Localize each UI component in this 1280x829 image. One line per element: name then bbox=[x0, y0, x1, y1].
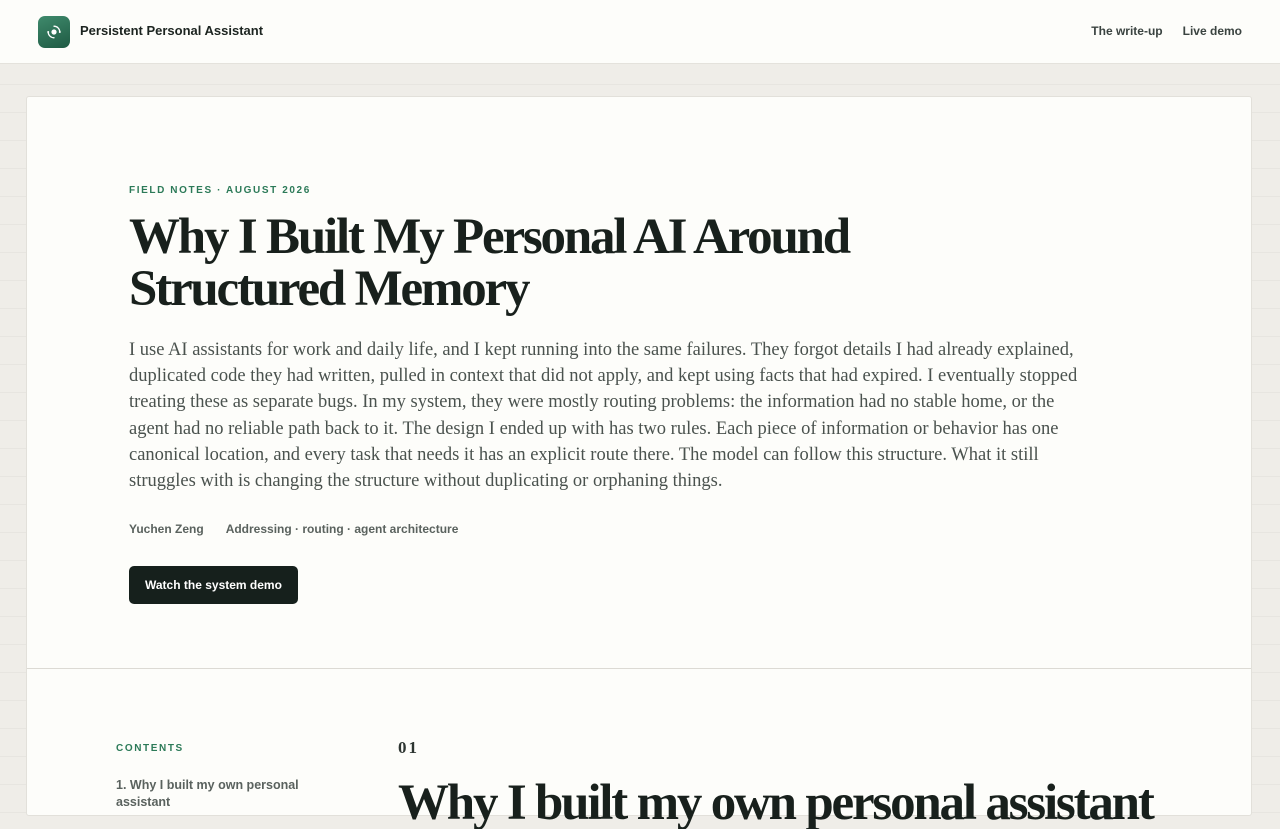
article-meta bbox=[129, 522, 458, 536]
section-number: 01 bbox=[398, 738, 419, 757]
contents-item-1[interactable]: 1. Why I built my own personal assistant bbox=[116, 778, 299, 809]
top-bar bbox=[0, 0, 1280, 64]
contents-label: CONTENTS bbox=[116, 743, 184, 754]
article-lede: I use AI assistants for work and daily life, and I kept running into the same failures. They forgot details I had already explained, duplicated code they had written, pulled in context that did not apply, and kept using facts that had expired. I eventually stopped treating these as separate bugs. In my system, they were mostly routing problems: the information had no stable home, or the agent had no reliable path back to it. The design I ended up with has two rules. Each piece of information or behavior has one canonical location, and every task that needs it has an explicit route there. The model can follow this structure. What it still struggles with is changing the structure without duplicating or orphaning things. bbox=[129, 340, 1078, 492]
section-title: Why I built my own personal assistant bbox=[398, 777, 1153, 829]
top-nav bbox=[1091, 24, 1242, 38]
nav-link-live-demo[interactable]: Live demo bbox=[1182, 24, 1242, 38]
brand-name[interactable]: Persistent Personal Assistant bbox=[80, 23, 264, 38]
watch-demo-button[interactable]: Watch the system demo bbox=[129, 566, 298, 604]
page-title: Why I Built My Personal AI Around Structured Memory bbox=[129, 209, 849, 317]
orbit-icon[interactable] bbox=[38, 16, 70, 48]
section-divider bbox=[27, 668, 1251, 669]
nav-link-write-up[interactable]: The write-up bbox=[1091, 24, 1163, 38]
article-eyebrow: FIELD NOTES · AUGUST 2026 bbox=[129, 185, 311, 196]
author-name: Yuchen Zeng bbox=[129, 522, 204, 536]
article-tags: Addressing · routing · agent architecture bbox=[225, 522, 459, 536]
article-card bbox=[26, 96, 1252, 829]
